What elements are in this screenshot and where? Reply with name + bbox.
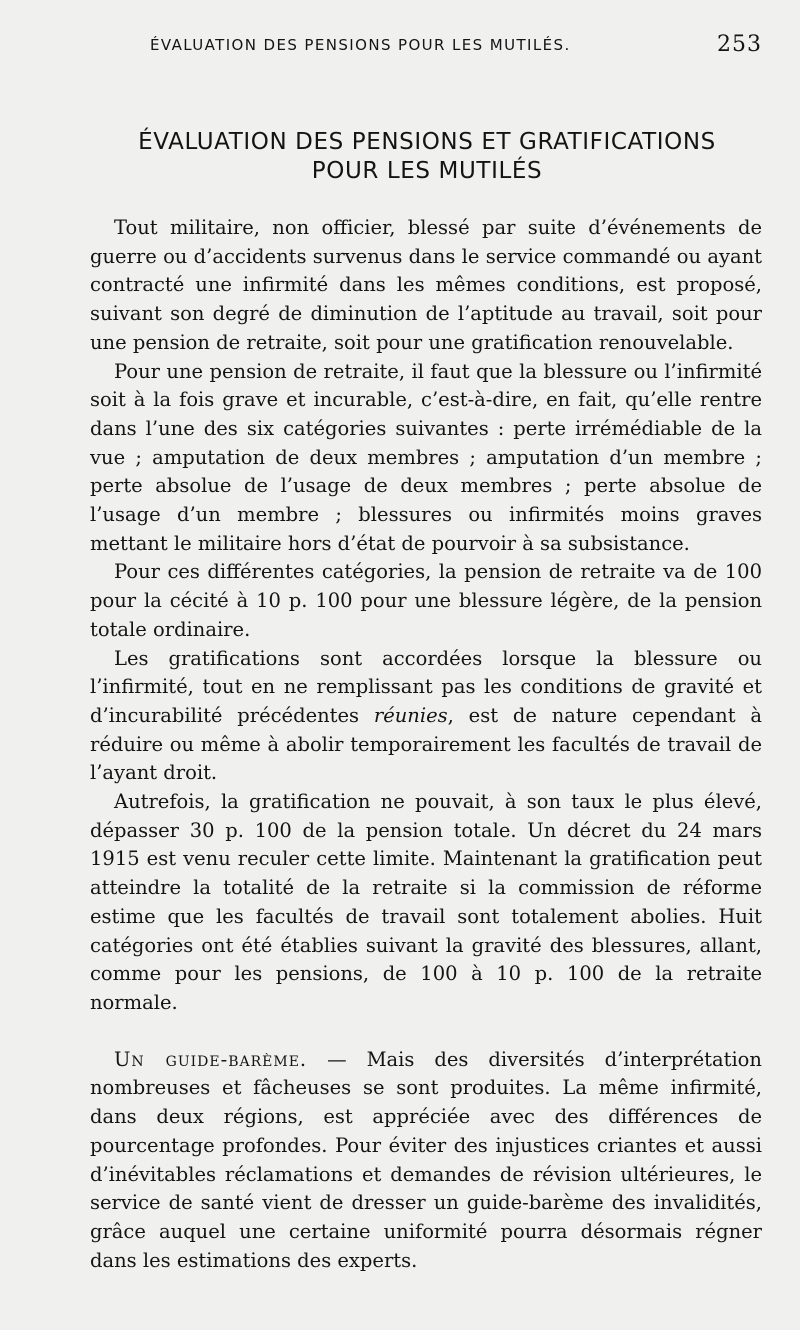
- title-line-1: ÉVALUATION DES PENSIONS ET GRATIFICATIONS: [138, 129, 716, 155]
- paragraph-4-italic: réunies: [373, 703, 448, 727]
- article-body: [90, 214, 762, 1275]
- page-number: 253: [717, 32, 762, 57]
- paragraph-3: Pour ces différentes catégories, la pension de retraite va de 100 pour la cécité à 10 p. 100 pour une blessure légère, de la pension totale ordinaire.: [90, 560, 762, 641]
- paragraph-6-text: Mais des diversités d’interprétation nombreuses et fâcheuses se sont produites. La même infirmité, dans deux régions, est appréciée avec des différences de pourcentage profondes. Pour éviter des injustices criantes et aussi d’inévitables réclamations et demandes de révision ultérieures, le service de santé vient de dresser un guide-barème des invalidités, grâce auquel une certaine uniformité pourra désormais régner dans les estimations des experts.: [90, 1047, 762, 1272]
- paragraph-6: [90, 1046, 762, 1276]
- running-head: [90, 32, 764, 62]
- title-line-2: POUR LES MUTILÉS: [311, 158, 543, 184]
- section-heading: Un guide-barème.: [114, 1047, 308, 1071]
- paragraph-4-text-b: , est de nature cependant à réduire ou même à abolir temporairement les facultés de travail de l’ayant droit.: [90, 703, 762, 785]
- paragraph-1: Tout militaire, non officier, blessé par suite d’événements de guerre ou d’accidents survenus dans le service commandé ou ayant contracté une infirmité dans les mêmes conditions, est proposé, suivant son degré de diminution de l’aptitude au travail, soit pour une pension de retraite, soit pour une gratification renouvelable.: [90, 216, 762, 354]
- article-title: [90, 128, 764, 186]
- paragraph-4-text-a: Les gratifications sont accordées lorsque la blessure ou l’infirmité, tout en ne remplissant pas les conditions de gravité et d’incurabilité précédentes: [90, 646, 762, 727]
- section-dash: —: [307, 1047, 367, 1071]
- paragraph-2: Pour une pension de retraite, il faut que la blessure ou l’infirmité soit à la fois grave et incurable, c’est-à-dire, en fait, qu’elle rentre dans l’une des six catégories suivantes : perte irrémédiable de la vue ; amputation de deux membres ; amputation d’un membre ; perte absolue de l’usage de deux membres ; perte absolue de l’usage d’un membre ; blessures ou infirmités moins graves mettant le militaire hors d’état de pourvoir à sa subsistance.: [90, 359, 762, 555]
- running-title: ÉVALUATION DES PENSIONS POUR LES MUTILÉS.: [150, 36, 571, 54]
- paragraph-5: Autrefois, la gratification ne pouvait, à son taux le plus élevé, dépasser 30 p. 100 de la pension totale. Un décret du 24 mars 1915 est venu reculer cette limite. Maintenant la gratification peut atteindre la totalité de la retraite si la commission de réforme estime que les facultés de travail sont totalement abolies. Huit catégories ont été établies suivant la gravité des blessures, allant, comme pour les pensions, de 100 à 10 p. 100 de la retraite normale.: [90, 790, 762, 1014]
- paragraph-4: [90, 645, 762, 789]
